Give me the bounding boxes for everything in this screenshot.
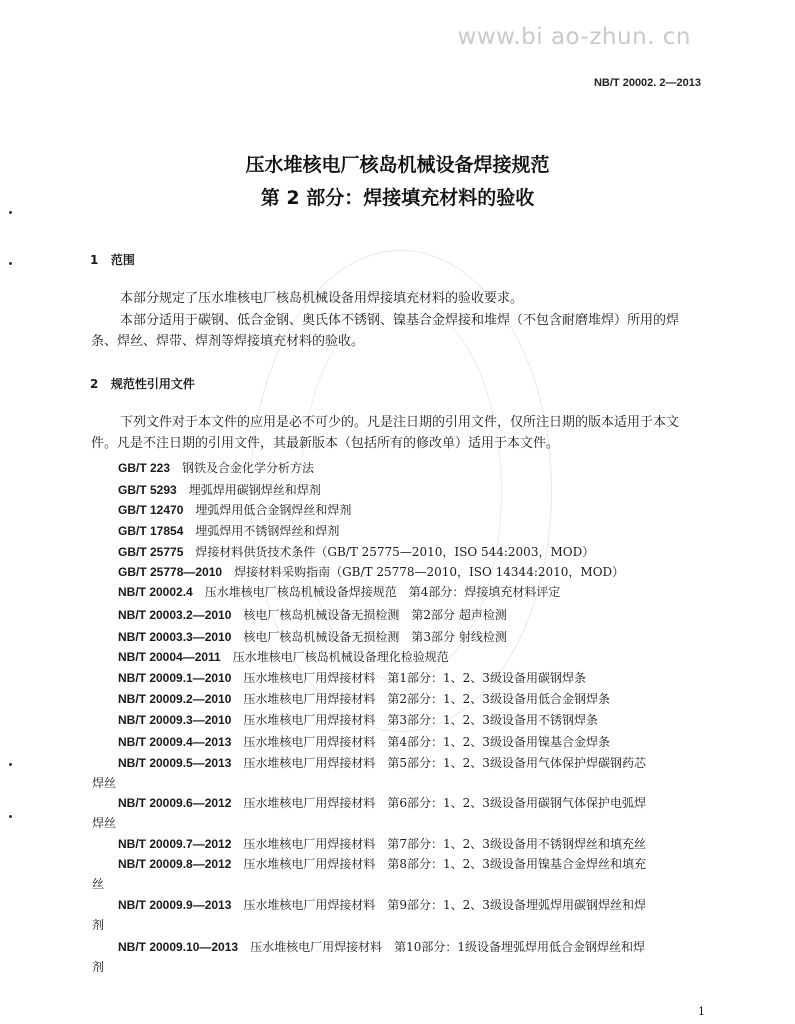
reference-title: 压水堆核电厂用焊接材料 第7部分：1、2、3级设备用不锈钢焊丝和填充丝 (243, 837, 646, 851)
reference-title: 埋弧焊用碳钢焊丝和焊剂 (188, 483, 321, 497)
reference-item (118, 522, 339, 539)
reference-code: NB/T 20003.2—2010 (118, 608, 232, 622)
reference-title: 压水堆核电厂核岛机械设备理化检验规范 (232, 650, 449, 664)
reference-continuation: 丝 (92, 877, 105, 891)
reference-code: NB/T 20009.2—2010 (118, 692, 232, 706)
section-title: 范围 (110, 253, 135, 267)
reference-code: NB/T 20009.7—2012 (118, 837, 232, 851)
reference-item (118, 606, 507, 623)
reference-code: NB/T 20003.3—2010 (118, 630, 232, 644)
section-title: 规范性引用文件 (110, 377, 195, 391)
reference-item (118, 563, 624, 580)
margin-dot (9, 815, 12, 818)
reference-item (118, 669, 586, 686)
reference-item (118, 543, 594, 560)
doc-subtitle: 第 2 部分：焊接填充材料的验收 (260, 187, 535, 209)
paragraph: 本部分适用于碳钢、低合金钢、奥氏体不锈钢、镍基合金焊接和堆焊（不包含耐磨堆焊）所用的焊 (120, 313, 680, 328)
watermark-arc (300, 300, 502, 682)
reference-code: GB/T 5293 (118, 483, 177, 497)
reference-item (118, 938, 645, 955)
reference-continuation: 焊丝 (92, 776, 117, 790)
reference-code: GB/T 223 (118, 461, 171, 475)
reference-title: 压水堆核电厂用焊接材料 第9部分：1、2、3级设备埋弧焊用碳钢焊丝和焊 (243, 898, 646, 912)
reference-title: 压水堆核电厂用焊接材料 第3部分：1、2、3级设备用不锈钢焊条 (243, 713, 598, 727)
reference-title: 压水堆核电厂用焊接材料 第4部分：1、2、3级设备用镍基合金焊条 (243, 735, 610, 749)
reference-code: NB/T 20004—2011 (118, 650, 221, 664)
reference-item (118, 855, 646, 872)
reference-code: NB/T 20009.9—2013 (118, 898, 232, 912)
reference-code: NB/T 20009.3—2010 (118, 713, 232, 727)
section-1-heading (90, 251, 135, 268)
reference-title: 焊接材料采购指南（GB/T 25778—2010，ISO 14344:2010，MOD） (234, 565, 625, 579)
standard-number: NB/T 20002. 2—2013 (593, 77, 701, 89)
reference-item (118, 835, 646, 852)
reference-item (118, 648, 449, 665)
reference-title: 压水堆核电厂核岛机械设备焊接规范 第4部分：焊接填充材料评定 (204, 585, 561, 599)
doc-title: 压水堆核电厂核岛机械设备焊接规范 (245, 154, 550, 176)
paragraph: 下列文件对于本文件的应用是必不可少的。凡是注日期的引用文件，仅所注日期的版本适用于本文 (120, 415, 680, 430)
reference-title: 钢铁及合金化学分析方法 (182, 461, 315, 475)
reference-title: 埋弧焊用低合金钢焊丝和焊剂 (195, 503, 352, 517)
reference-item (118, 583, 560, 600)
section-2-heading (90, 375, 195, 392)
reference-code: NB/T 20009.8—2012 (118, 857, 232, 871)
reference-item (118, 794, 646, 811)
page-number: 1 (698, 1005, 705, 1018)
reference-code: NB/T 20009.1—2010 (118, 671, 232, 685)
section-number: 1 (90, 253, 99, 267)
reference-item (118, 754, 646, 771)
margin-dot (9, 262, 12, 265)
reference-title: 压水堆核电厂用焊接材料 第10部分：1级设备埋弧焊用低合金钢焊丝和焊 (250, 940, 645, 954)
reference-title: 核电厂核岛机械设备无损检测 第3部分 射线检测 (243, 630, 507, 644)
reference-code: NB/T 20009.4—2013 (118, 735, 232, 749)
reference-code: NB/T 20002.4 (118, 585, 193, 599)
reference-item (118, 501, 351, 518)
reference-item (118, 459, 314, 476)
reference-item (118, 690, 610, 707)
reference-title: 压水堆核电厂用焊接材料 第5部分：1、2、3级设备用气体保护焊碳钢药芯 (243, 756, 646, 770)
reference-title: 核电厂核岛机械设备无损检测 第2部分 超声检测 (243, 608, 507, 622)
reference-title: 压水堆核电厂用焊接材料 第8部分：1、2、3级设备用镍基合金焊丝和填充 (243, 857, 646, 871)
reference-code: GB/T 25778—2010 (118, 565, 223, 579)
reference-item (118, 733, 610, 750)
reference-item (118, 711, 598, 728)
reference-continuation: 剂 (92, 960, 105, 974)
reference-continuation: 焊丝 (92, 816, 117, 830)
reference-title: 焊接材料供货技术条件（GB/T 25775—2010，ISO 544:2003，MOD） (195, 545, 595, 559)
reference-title: 埋弧焊用不锈钢焊丝和焊剂 (195, 524, 340, 538)
reference-item (118, 896, 646, 913)
reference-title: 压水堆核电厂用焊接材料 第6部分：1、2、3级设备用碳钢气体保护电弧焊 (243, 796, 646, 810)
paragraph-continued: 件。凡是不注日期的引用文件，其最新版本（包括所有的修改单）适用于本文件。 (91, 436, 560, 451)
section-number: 2 (90, 377, 99, 391)
reference-title: 压水堆核电厂用焊接材料 第1部分：1、2、3级设备用碳钢焊条 (243, 671, 586, 685)
margin-dot (9, 211, 12, 214)
reference-item (118, 481, 321, 498)
reference-code: GB/T 17854 (118, 524, 184, 538)
reference-item (118, 628, 507, 645)
reference-code: NB/T 20009.5—2013 (118, 756, 232, 770)
paragraph-continued: 条、焊丝、焊带、焊剂等焊接填充材料的验收。 (91, 334, 365, 349)
reference-title: 压水堆核电厂用焊接材料 第2部分：1、2、3级设备用低合金钢焊条 (243, 692, 610, 706)
watermark-text: www.bi ao-zhun. cn (457, 24, 691, 50)
paragraph: 本部分规定了压水堆核电厂核岛机械设备用焊接填充材料的验收要求。 (120, 291, 524, 306)
reference-code: GB/T 12470 (118, 503, 184, 517)
reference-code: NB/T 20009.6—2012 (118, 796, 232, 810)
reference-code: NB/T 20009.10—2013 (118, 940, 239, 954)
reference-continuation: 剂 (92, 918, 105, 932)
margin-dot (9, 763, 12, 766)
reference-code: GB/T 25775 (118, 545, 184, 559)
